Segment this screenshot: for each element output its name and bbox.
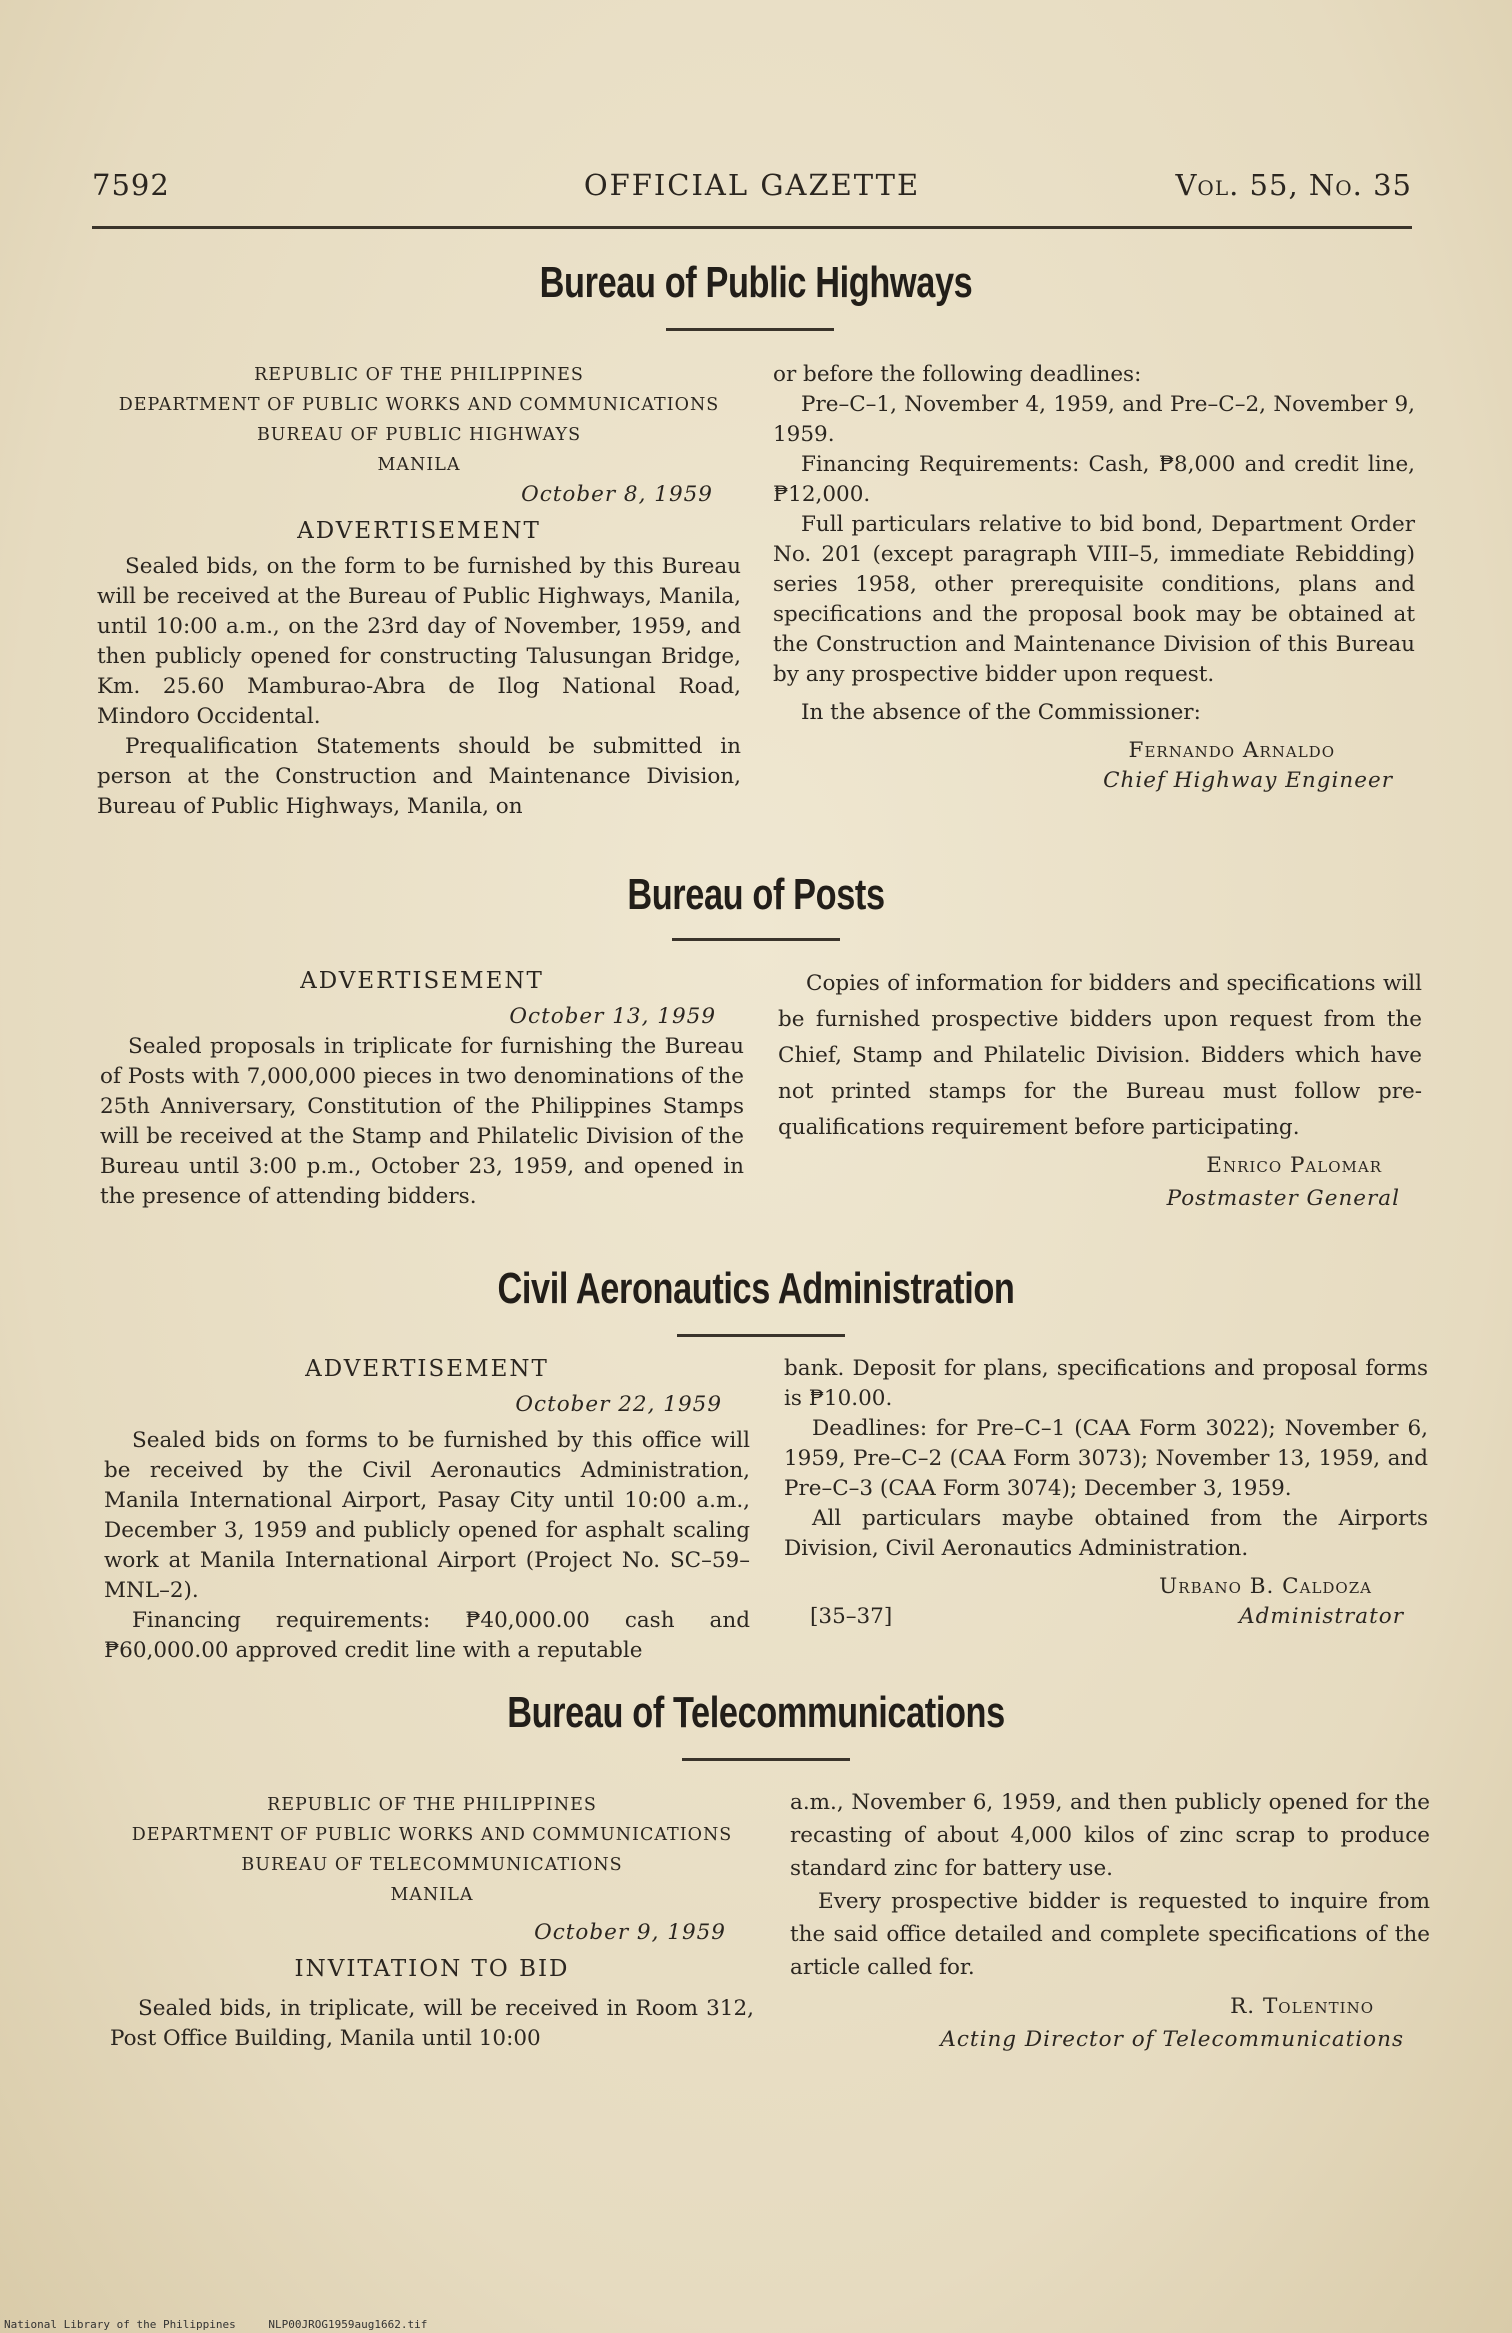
paragraph: Pre–C–1, November 4, 1959, and Pre–C–2, November 9, 1959.: [773, 392, 1415, 447]
paragraph: Sealed bids, in triplicate, will be received in Room 312, Post Office Building, Manila until 10:00: [110, 1996, 754, 2051]
notice-heading: INVITATION TO BID: [294, 1956, 570, 1982]
paragraph: Sealed bids, on the form to be furnished by this Bureau will be received at the Bureau of Public Highways, Manila, until 10:00 a.m., on the 23rd day of November, 1959, and then publicly opened for constructing Talusungan Bridge, Km. 25.60 Mamburao-Abra de Ilog National Road, Mindoro Occidental.: [97, 554, 741, 729]
org-line: REPUBLIC OF THE PHILIPPINES: [254, 365, 584, 385]
notice-heading: ADVERTISEMENT: [300, 968, 544, 994]
absence-line: In the absence of the Commissioner:: [801, 700, 1201, 725]
notice-heading: ADVERTISEMENT: [297, 518, 541, 544]
posts-right-column: [778, 966, 1422, 1214]
issue-reference: [35–37]: [810, 1604, 893, 1629]
signatory-name: Urbano B. Caldoza: [1159, 1574, 1372, 1599]
scan-footer: [4, 2318, 453, 2331]
paragraph: Sealed bids on forms to be furnished by this office will be received by the Civil Aeronautics Administration, Manila International Airport, Pasay City until 10:00 a.m., December 3, 1959 and publicly opened for asphalt scaling work at Manila International Airport (Project No. SC–59–MNL–2).: [104, 1428, 750, 1603]
telecom-left-column: [110, 1790, 754, 2054]
paragraph-continuation: or before the following deadlines:: [773, 362, 1142, 387]
section-rule-telecom: [682, 1758, 850, 1761]
footer-file: NLP00JROG1959aug1662.tif: [268, 2318, 428, 2331]
telecom-right-column: [790, 1786, 1430, 2056]
org-line: DEPARTMENT OF PUBLIC WORKS AND COMMUNICATIONS: [131, 1825, 733, 1845]
page-number: 7592: [92, 168, 170, 202]
section-title-highways: Bureau of Public Highways: [539, 258, 973, 307]
paragraph: Deadlines: for Pre–C–1 (CAA Form 3022); November 6, 1959, Pre–C–2 (CAA Form 3073); November 13, 1959, and Pre–C–3 (CAA Form 3074); December 3, 1959.: [784, 1416, 1428, 1501]
org-line: DEPARTMENT OF PUBLIC WORKS AND COMMUNICATIONS: [118, 395, 720, 415]
paragraph: Copies of information for bidders and specifications will be furnished prospective bidders upon request from the Chief, Stamp and Philatelic Division. Bidders which have not printed stamps for the Bureau must follow pre-qualifications requirement before participating.: [778, 971, 1422, 1140]
section-title-telecom: Bureau of Telecommunications: [507, 1688, 1005, 1737]
section-rule-posts: [672, 938, 840, 941]
section-rule-caa: [677, 1334, 845, 1337]
org-line: BUREAU OF TELECOMMUNICATIONS: [241, 1855, 623, 1875]
section-title-caa: Civil Aeronautics Administration: [497, 1264, 1015, 1313]
header-rule: [92, 226, 1412, 229]
volume-number: Vol. 55, No. 35: [1175, 168, 1412, 202]
org-line: MANILA: [390, 1885, 474, 1905]
signatory-title: Administrator: [1239, 1604, 1404, 1629]
caa-left-column: [104, 1354, 750, 1666]
posts-left-column: [100, 966, 744, 1212]
footer-library: National Library of the Philippines: [4, 2318, 236, 2331]
publication-title: OFFICIAL GAZETTE: [583, 168, 921, 202]
paragraph-continuation: a.m., November 6, 1959, and then publicly opened for the recasting of about 4,000 kilos of zinc scrap to produce standard zinc for battery use.: [790, 1790, 1430, 1881]
org-line: BUREAU OF PUBLIC HIGHWAYS: [256, 425, 582, 445]
section-title-posts: Bureau of Posts: [627, 870, 885, 919]
notice-date: October 8, 1959: [521, 482, 713, 507]
caa-right-column: [784, 1354, 1428, 1632]
paragraph: Sealed proposals in triplicate for furnishing the Bureau of Posts with 7,000,000 pieces in two denominations of the 25th Anniversary, Constitution of the Philippines Stamps will be received at the Stamp and Philatelic Division of the Bureau until 3:00 p.m., October 23, 1959, and opened in the presence of attending bidders.: [100, 1034, 744, 1209]
signatory-name: Fernando Arnaldo: [1128, 738, 1335, 763]
notice-date: October 22, 1959: [515, 1392, 722, 1417]
running-header: [92, 168, 1412, 212]
paragraph: Financing requirements: ₱40,000.00 cash and ₱60,000.00 approved credit line with a reputable: [104, 1608, 750, 1663]
signatory-title: Postmaster General: [1166, 1186, 1400, 1211]
org-line: REPUBLIC OF THE PHILIPPINES: [267, 1795, 597, 1815]
paragraph: All particulars maybe obtained from the Airports Division, Civil Aeronautics Administration.: [784, 1506, 1428, 1561]
section-rule-highways: [666, 328, 834, 331]
org-line: MANILA: [377, 455, 461, 475]
highways-right-column: [773, 360, 1415, 796]
notice-date: October 13, 1959: [509, 1004, 716, 1029]
highways-left-column: [97, 360, 741, 822]
paragraph: Full particulars relative to bid bond, Department Order No. 201 (except paragraph VIII–5, immediate Rebidding) series 1958, other prerequisite conditions, plans and specifications and the proposal book may be obtained at the Construction and Maintenance Division of this Bureau by any prospective bidder upon request.: [773, 512, 1415, 687]
signatory-name: Enrico Palomar: [1206, 1153, 1382, 1178]
signatory-name: R. Tolentino: [1230, 1994, 1374, 2019]
paragraph: Financing Requirements: Cash, ₱8,000 and credit line, ₱12,000.: [773, 452, 1415, 507]
signature-line: [784, 1602, 1428, 1632]
signatory-title: Acting Director of Telecommunications: [940, 2027, 1404, 2052]
paragraph: Prequalification Statements should be submitted in person at the Construction and Maintenance Division, Bureau of Public Highways, Manila, on: [97, 734, 741, 819]
signatory-title: Chief Highway Engineer: [1103, 768, 1393, 793]
paragraph: Every prospective bidder is requested to inquire from the said office detailed and complete specifications of the article called for.: [790, 1889, 1430, 1980]
notice-heading: ADVERTISEMENT: [305, 1356, 549, 1382]
notice-date: October 9, 1959: [534, 1920, 726, 1945]
paragraph-continuation: bank. Deposit for plans, specifications and proposal forms is ₱10.00.: [784, 1356, 1428, 1411]
